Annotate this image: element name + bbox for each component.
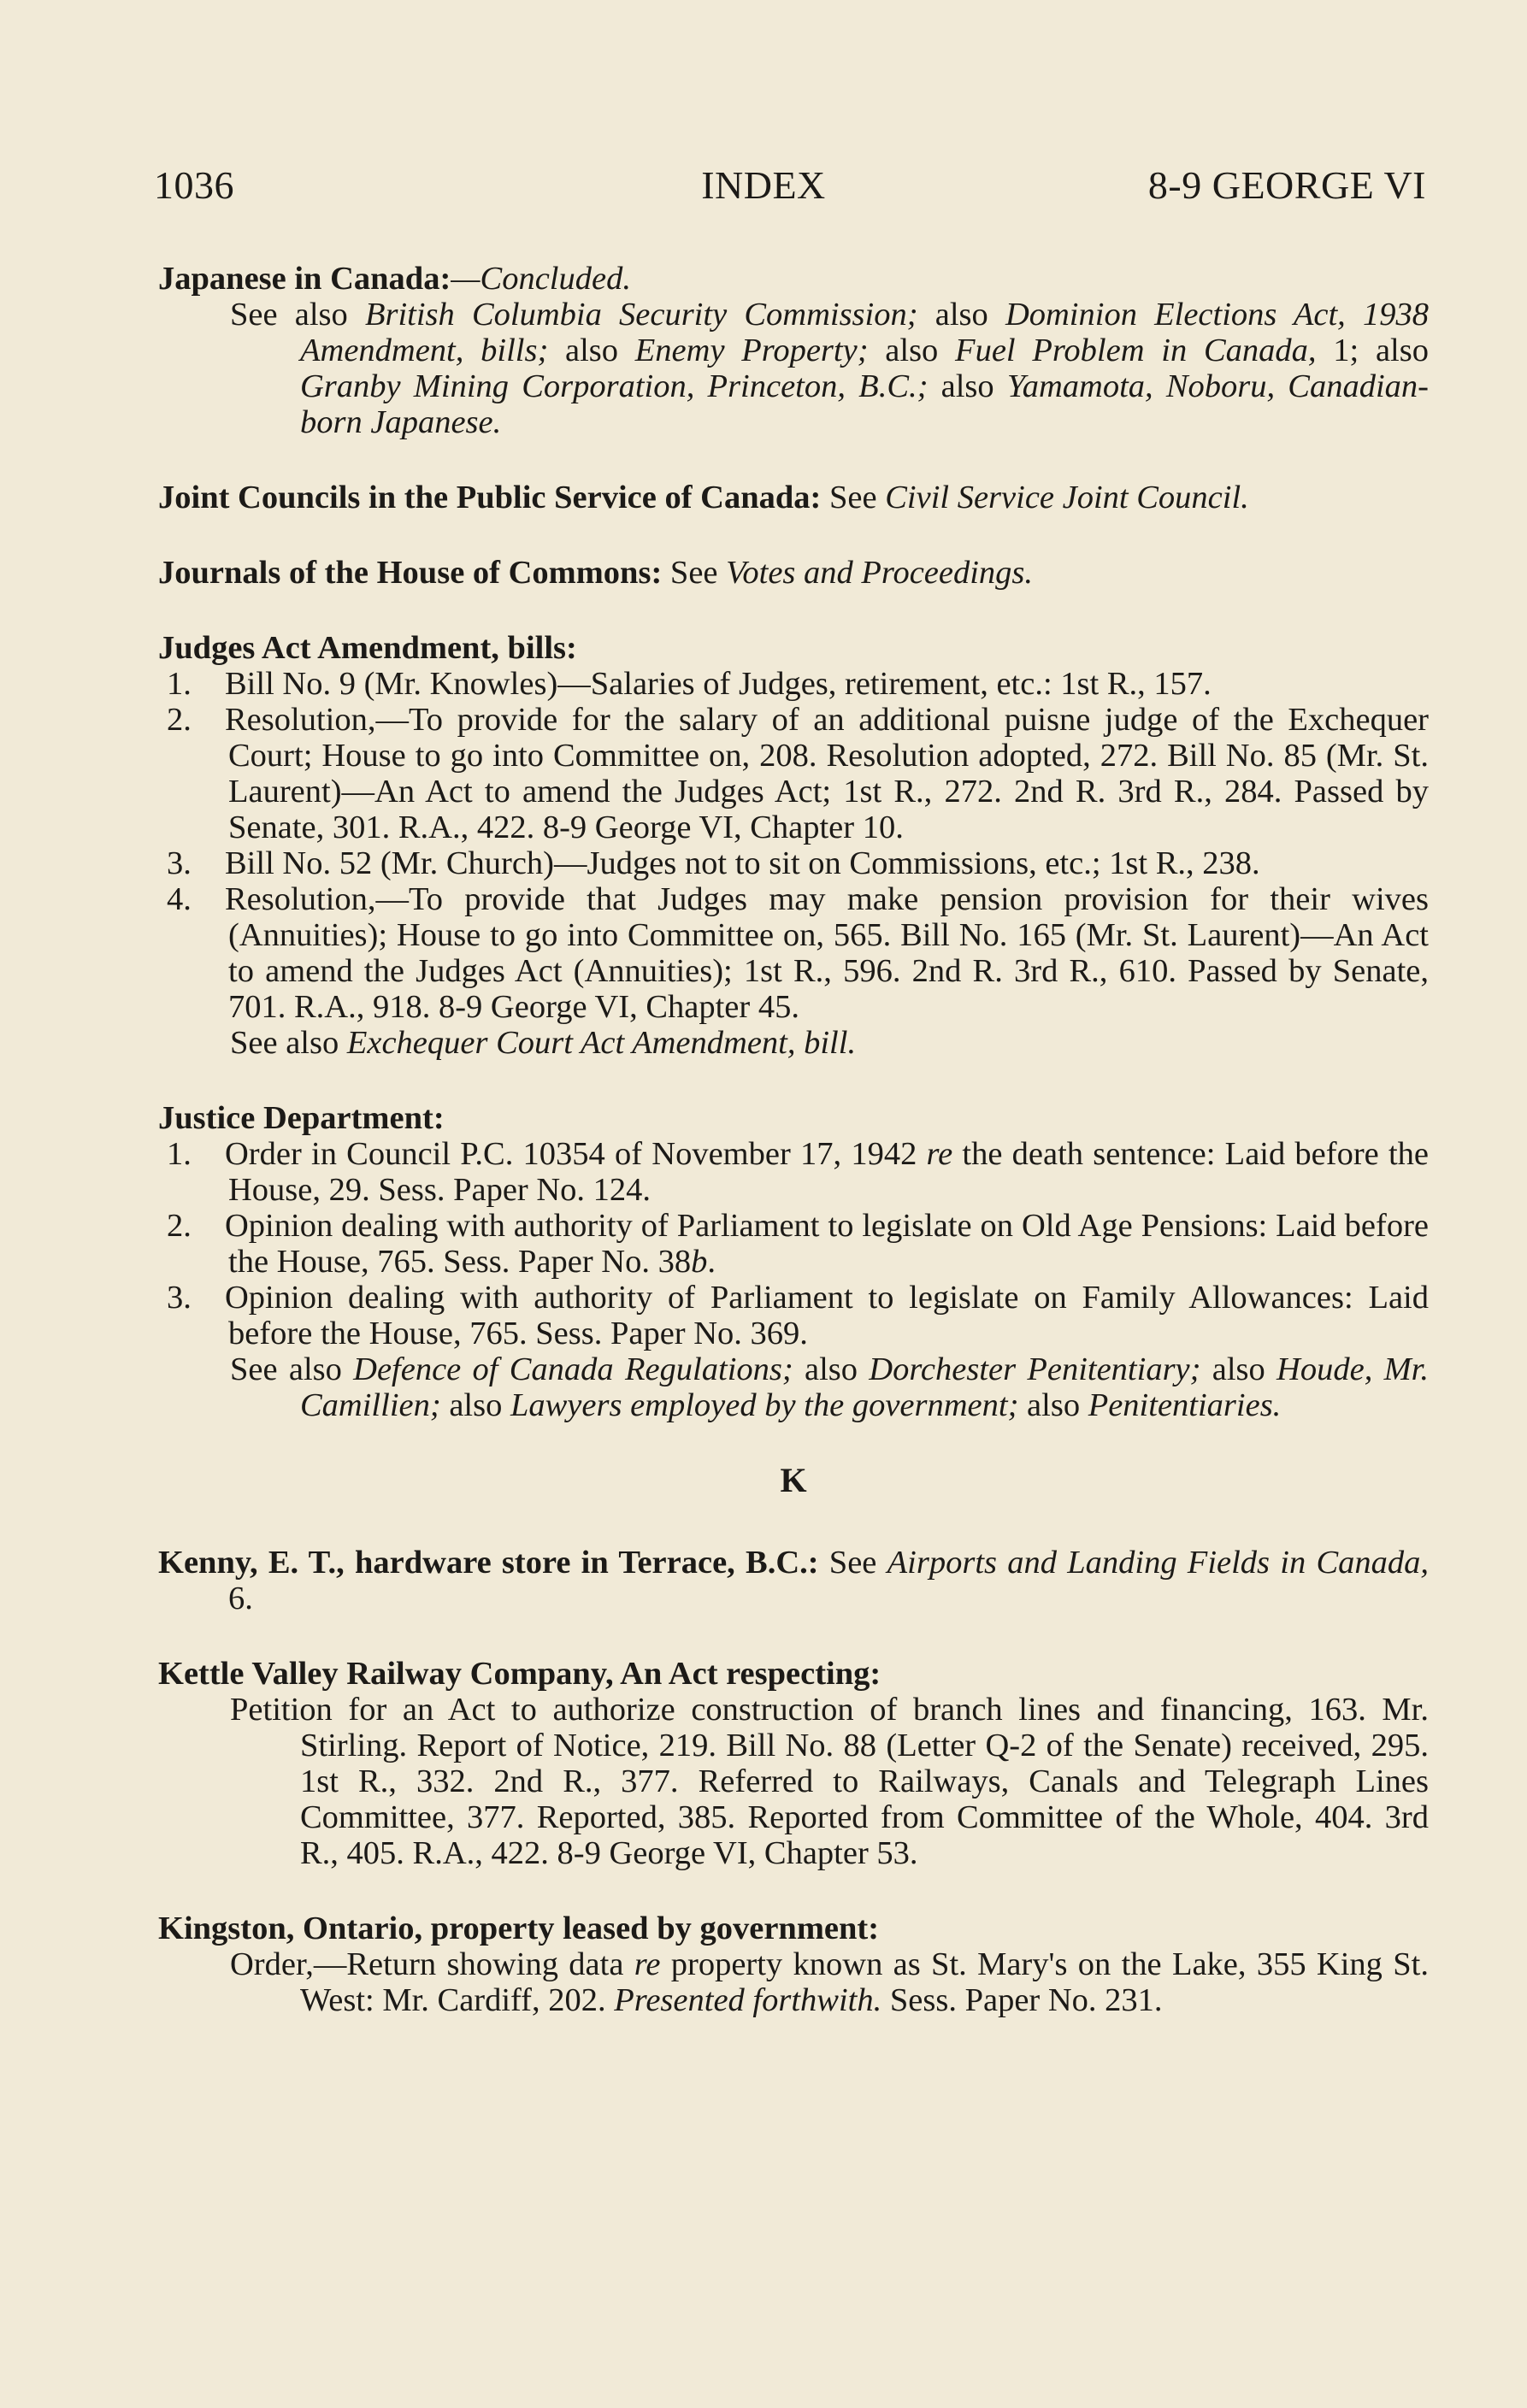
list-item: 2. Opinion dealing with authority of Parliament to legislate on Old Age Pensions: Laid before the House, 765. Sess. Paper No. 38b.	[167, 1208, 1429, 1280]
page-title: INDEX	[701, 163, 826, 207]
see-also: See also British Columbia Security Commission; also Dominion Elections Act, 1938 Amendment, bills; also Enemy Property; also Fuel Problem in Canada, 1; also Granby Mining Corporation, Princeton, B.C.; also Yamamota, Noboru, Canadian-born Japanese.	[230, 297, 1429, 440]
cross-reference: Votes and Proceedings.	[726, 555, 1034, 591]
see-also: See also Exchequer Court Act Amendment, bill.	[230, 1025, 857, 1061]
entry-heading: Japanese in Canada:	[158, 261, 451, 297]
regnal-year: 8-9 GEORGE VI	[1147, 163, 1426, 207]
entry-kenny: Kenny, E. T., hardware store in Terrace, B.C.: See Airports and Landing Fields in Canada, 6.	[158, 1545, 1430, 1616]
entry-justice-department	[158, 1100, 1429, 1423]
cross-reference: Civil Service Joint Council.	[885, 480, 1249, 515]
list-item: 4. Resolution,—To provide that Judges may make pension provision for their wives (Annuities); House to go into Committee on, 565. Bill No. 165 (Mr. St. Laurent)—An Act to amend the Judges Act (Annuities); 1st R., 596. 2nd R. 3rd R., 610. Passed by Senate, 701. R.A., 918. 8-9 George VI, Chapter 45.	[167, 881, 1429, 1025]
entry-judges-act	[158, 630, 1429, 1061]
entry-heading: Kettle Valley Railway Company, An Act respecting:	[158, 1656, 881, 1692]
index-body	[158, 261, 1429, 2058]
entry-kingston	[158, 1911, 1429, 2018]
section-letter: K	[780, 1461, 807, 1499]
entry-heading: Joint Councils in the Public Service of Canada:	[158, 480, 822, 515]
list-item: 1. Bill No. 9 (Mr. Knowles)—Salaries of Judges, retirement, etc.: 1st R., 157.	[167, 666, 1212, 702]
entry-heading: Journals of the House of Commons:	[158, 555, 663, 591]
cross-reference: Airports and Landing Fields in Canada,	[887, 1545, 1430, 1581]
page-number: 1036	[154, 163, 234, 207]
entry-heading: Judges Act Amendment, bills:	[158, 630, 577, 666]
list-item: 1. Order in Council P.C. 10354 of November 17, 1942 re the death sentence: Laid before the House, 29. Sess. Paper No. 124.	[167, 1136, 1429, 1208]
entry-kettle-valley	[158, 1656, 1429, 1871]
entry-journals: Journals of the House of Commons: See Votes and Proceedings.	[158, 555, 1034, 591]
entry-heading: Justice Department:	[158, 1100, 445, 1136]
heading-continuation: —Concluded.	[451, 261, 631, 297]
entry-japanese	[158, 261, 1429, 440]
entry-heading: Kingston, Ontario, property leased by government:	[158, 1911, 880, 1946]
entry-text: Order,—Return showing data re property known as St. Mary's on the Lake, 355 King St. West: Mr. Cardiff, 202. Presented forthwith. Sess. Paper No. 231.	[230, 1946, 1429, 2018]
entry-text: Petition for an Act to authorize construction of branch lines and financing, 163. Mr. Stirling. Report of Notice, 219. Bill No. 88 (Letter Q-2 of the Senate) received, 295. 1st R., 332. 2nd R., 377. Referred to Railways, Canals and Telegraph Lines Committee, 377. Reported, 385. Reported from Committee of the Whole, 404. 3rd R., 405. R.A., 422. 8-9 George VI, Chapter 53.	[230, 1692, 1429, 1871]
entry-joint-councils: Joint Councils in the Public Service of Canada: See Civil Service Joint Council.	[158, 480, 1249, 515]
list-item: 3. Opinion dealing with authority of Parliament to legislate on Family Allowances: Laid before the House, 765. Sess. Paper No. 369.	[167, 1280, 1429, 1351]
see-also: See also Defence of Canada Regulations; also Dorchester Penitentiary; also Houde, Mr. Camillien; also Lawyers employed by the government; also Penitentiaries.	[230, 1351, 1429, 1423]
entry-heading: Kenny, E. T., hardware store in Terrace, B.C.:	[158, 1545, 819, 1581]
list-item: 2. Resolution,—To provide for the salary of an additional puisne judge of the Exchequer Court; House to go into Committee on, 208. Resolution adopted, 272. Bill No. 85 (Mr. St. Laurent)—An Act to amend the Judges Act; 1st R., 272. 2nd R. 3rd R., 284. Passed by Senate, 301. R.A., 422. 8-9 George VI, Chapter 10.	[167, 702, 1429, 845]
list-item: 3. Bill No. 52 (Mr. Church)—Judges not to sit on Commissions, etc.; 1st R., 238.	[167, 845, 1260, 881]
